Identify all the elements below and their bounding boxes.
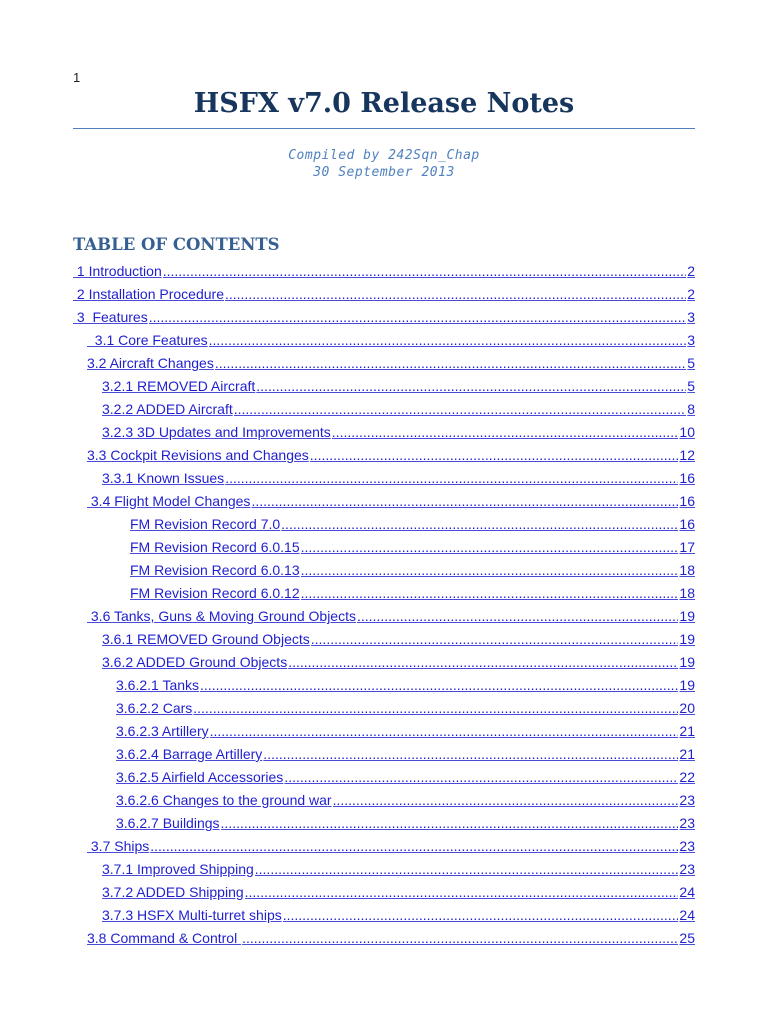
- toc-entry-label[interactable]: 3.7.1 Improved Shipping: [102, 861, 254, 877]
- toc-entry-page-number[interactable]: 23: [679, 792, 695, 808]
- toc-entry-label[interactable]: 3.2 Aircraft Changes: [87, 355, 214, 371]
- toc-entry[interactable]: [73, 399, 695, 422]
- toc-entry-page-number[interactable]: 5: [687, 378, 695, 394]
- toc-entry[interactable]: [73, 721, 695, 744]
- toc-entry-label[interactable]: 3.8 Command & Control: [87, 930, 242, 946]
- toc-dot-leader: [225, 285, 686, 303]
- toc-entry-label[interactable]: 3.2.1 REMOVED Aircraft: [102, 378, 256, 394]
- toc-entry-label[interactable]: FM Revision Record 6.0.15: [130, 539, 300, 555]
- toc-dot-leader: [215, 354, 686, 372]
- compiled-by-subtitle: Compiled by 242Sqn_Chap: [288, 148, 480, 163]
- toc-entry-page-number[interactable]: 3: [687, 332, 695, 348]
- toc-dot-leader: [263, 745, 678, 763]
- toc-dot-leader: [255, 860, 679, 878]
- toc-dot-leader: [200, 676, 678, 694]
- toc-entry[interactable]: [73, 537, 695, 560]
- toc-entry-page-number[interactable]: 25: [679, 930, 695, 946]
- toc-entry-page-number[interactable]: 23: [679, 838, 695, 854]
- toc-dot-leader: [149, 308, 687, 326]
- toc-entry-label[interactable]: 2 Installation Procedure: [73, 286, 224, 302]
- toc-dot-leader: [225, 469, 678, 487]
- toc-entry-label[interactable]: FM Revision Record 6.0.13: [130, 562, 300, 578]
- toc-entry-label[interactable]: 3 Features: [73, 309, 148, 325]
- table-of-contents: [73, 261, 695, 951]
- toc-entry[interactable]: [73, 652, 695, 675]
- toc-entry-page-number[interactable]: 17: [679, 539, 695, 555]
- toc-entry-label[interactable]: 3.6.2.3 Artillery: [116, 723, 209, 739]
- toc-entry-label[interactable]: 3.6.2.7 Buildings: [116, 815, 220, 831]
- toc-dot-leader: [281, 515, 678, 533]
- toc-entry[interactable]: [73, 698, 695, 721]
- title-underline-divider: [73, 128, 695, 129]
- toc-entry[interactable]: [73, 905, 695, 928]
- toc-entry-page-number[interactable]: 24: [679, 884, 695, 900]
- toc-entry[interactable]: [73, 353, 695, 376]
- toc-dot-leader: [245, 883, 679, 901]
- toc-dot-leader: [332, 423, 679, 441]
- toc-entry[interactable]: [73, 767, 695, 790]
- toc-dot-leader: [311, 630, 679, 648]
- toc-dot-leader: [357, 607, 678, 625]
- toc-entry-page-number[interactable]: 5: [687, 355, 695, 371]
- toc-entry[interactable]: [73, 859, 695, 882]
- toc-entry[interactable]: [73, 744, 695, 767]
- toc-entry-label[interactable]: 3.7 Ships: [87, 838, 150, 854]
- toc-dot-leader: [256, 377, 686, 395]
- toc-entry[interactable]: [73, 376, 695, 399]
- toc-entry[interactable]: [73, 284, 695, 307]
- toc-entry-page-number[interactable]: 10: [679, 424, 695, 440]
- toc-entry[interactable]: [73, 606, 695, 629]
- toc-dot-leader: [310, 446, 679, 464]
- toc-entry-page-number[interactable]: 2: [687, 286, 695, 302]
- toc-entry[interactable]: [73, 928, 695, 951]
- toc-entry-page-number[interactable]: 22: [679, 769, 695, 785]
- toc-entry-label[interactable]: FM Revision Record 6.0.12: [130, 585, 300, 601]
- toc-dot-leader: [150, 837, 678, 855]
- toc-entry-page-number[interactable]: 21: [679, 746, 695, 762]
- toc-entry[interactable]: [73, 261, 695, 284]
- toc-entry[interactable]: [73, 560, 695, 583]
- toc-dot-leader: [301, 584, 679, 602]
- toc-entry-page-number[interactable]: 19: [679, 654, 695, 670]
- document-title: HSFX v7.0 Release Notes: [193, 88, 575, 119]
- toc-entry-page-number[interactable]: 2: [687, 263, 695, 279]
- toc-entry-page-number[interactable]: 18: [679, 585, 695, 601]
- toc-dot-leader: [221, 814, 679, 832]
- toc-entry[interactable]: [73, 583, 695, 606]
- toc-dot-leader: [242, 929, 678, 947]
- toc-heading: TABLE OF CONTENTS: [73, 235, 280, 254]
- toc-entry-label[interactable]: 3.4 Flight Model Changes: [87, 493, 251, 509]
- toc-entry-label[interactable]: FM Revision Record 7.0: [130, 516, 281, 532]
- toc-entry-page-number[interactable]: 12: [679, 447, 695, 463]
- date-subtitle: 30 September 2013: [313, 165, 455, 180]
- toc-entry-label[interactable]: 3.2.3 3D Updates and Improvements: [102, 424, 331, 440]
- toc-entry-label[interactable]: 3.6.2 ADDED Ground Objects: [102, 654, 288, 670]
- toc-entry-page-number[interactable]: 16: [679, 516, 695, 532]
- toc-entry[interactable]: [73, 307, 695, 330]
- toc-entry-label[interactable]: 3.2.2 ADDED Aircraft: [102, 401, 233, 417]
- toc-entry-label[interactable]: 3.7.3 HSFX Multi-turret ships: [102, 907, 282, 923]
- toc-entry-page-number[interactable]: 24: [679, 907, 695, 923]
- toc-dot-leader: [284, 768, 678, 786]
- toc-dot-leader: [251, 492, 678, 510]
- toc-entry-page-number[interactable]: 8: [687, 401, 695, 417]
- toc-entry-label[interactable]: 3.6.2.1 Tanks: [116, 677, 200, 693]
- toc-entry-label[interactable]: 3.3.1 Known Issues: [102, 470, 225, 486]
- toc-entry-label[interactable]: 3.3 Cockpit Revisions and Changes: [87, 447, 309, 463]
- toc-entry-page-number[interactable]: 19: [679, 677, 695, 693]
- toc-entry[interactable]: [73, 422, 695, 445]
- toc-dot-leader: [163, 262, 686, 280]
- toc-entry-label[interactable]: 3.7.2 ADDED Shipping: [102, 884, 244, 900]
- toc-dot-leader: [210, 722, 679, 740]
- toc-entry[interactable]: [73, 836, 695, 859]
- toc-entry-page-number[interactable]: 23: [679, 815, 695, 831]
- toc-entry[interactable]: [73, 445, 695, 468]
- toc-entry-label[interactable]: 1 Introduction: [73, 263, 162, 279]
- toc-dot-leader: [193, 699, 678, 717]
- toc-entry-page-number[interactable]: 20: [679, 700, 695, 716]
- toc-dot-leader: [234, 400, 686, 418]
- toc-entry-label[interactable]: 3.6 Tanks, Guns & Moving Ground Objects: [87, 608, 356, 624]
- toc-dot-leader: [301, 561, 679, 579]
- toc-entry[interactable]: [73, 675, 695, 698]
- toc-entry[interactable]: [73, 491, 695, 514]
- toc-entry-page-number[interactable]: 21: [679, 723, 695, 739]
- toc-dot-leader: [283, 906, 679, 924]
- toc-entry-label[interactable]: 3.6.2.5 Airfield Accessories: [116, 769, 284, 785]
- toc-entry[interactable]: [73, 790, 695, 813]
- toc-entry-page-number[interactable]: 23: [679, 861, 695, 877]
- toc-entry-page-number[interactable]: 16: [679, 470, 695, 486]
- toc-entry[interactable]: [73, 330, 695, 353]
- toc-entry-label[interactable]: 3.6.2.4 Barrage Artillery: [116, 746, 263, 762]
- toc-entry-label[interactable]: 3.1 Core Features: [87, 332, 208, 348]
- toc-entry-page-number[interactable]: 16: [679, 493, 695, 509]
- toc-entry[interactable]: [73, 813, 695, 836]
- toc-entry[interactable]: [73, 468, 695, 491]
- toc-dot-leader: [333, 791, 679, 809]
- toc-entry-label[interactable]: 3.6.2.6 Changes to the ground war: [116, 792, 332, 808]
- page-number: 1: [73, 70, 81, 85]
- toc-entry-page-number[interactable]: 3: [687, 309, 695, 325]
- toc-entry-page-number[interactable]: 19: [679, 631, 695, 647]
- toc-dot-leader: [288, 653, 678, 671]
- toc-entry-page-number[interactable]: 19: [679, 608, 695, 624]
- toc-entry-label[interactable]: 3.6.1 REMOVED Ground Objects: [102, 631, 310, 647]
- toc-entry-page-number[interactable]: 18: [679, 562, 695, 578]
- toc-entry[interactable]: [73, 514, 695, 537]
- toc-dot-leader: [301, 538, 679, 556]
- toc-entry[interactable]: [73, 882, 695, 905]
- toc-entry-label[interactable]: 3.6.2.2 Cars: [116, 700, 193, 716]
- toc-entry[interactable]: [73, 629, 695, 652]
- toc-dot-leader: [209, 331, 687, 349]
